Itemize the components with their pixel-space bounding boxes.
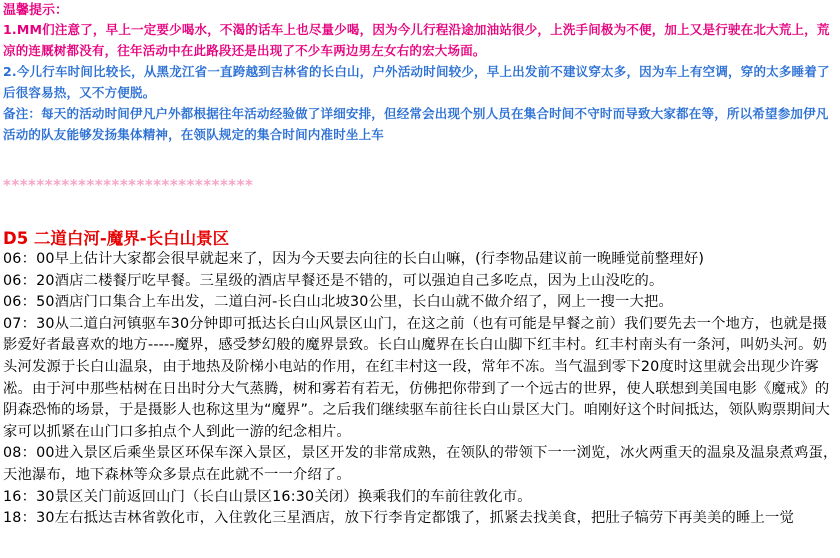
itinerary-line-0730: 07：30从二道白河镇驱车30分钟即可抵达长白山风景区山门，在这之前（也有可能是早餐之前）我们要先去一个地方，也就是摄影爱好者最喜欢的地方-----魔界，感受梦幻般的魔界景致。长白山魔界在长白山脚下红丰村。红丰村南头有一条河，叫奶头河。奶头河发源于长白山温泉，由于地热及阶梯小电站的作用，在红丰村这一段，常年不冻。当气温到零下20度时这里就会出现少许雾凇。由于河中那些枯树在日出时分大气蒸腾，树和雾若有若无，仿佛把你带到了一个远古的世界，使人联想到美国电影《魔戒》的阴森恐怖的场景，于是摄影人也称这里为“魔界”。之后我们继续驱车前往长白山景区大门。咱刚好这个时间抵达，领队购票期间大家可以抓紧在山门口多拍点个人到此一游的纪念相片。 <box>3 315 831 440</box>
day-title: D5 二道白河-魔界-长白山景区 <box>3 229 230 248</box>
itinerary-body <box>3 249 839 530</box>
notice-title: 温馨提示： <box>3 3 69 18</box>
itinerary-line-1830: 18：30左右抵达吉林省敦化市，入住敦化三星酒店，放下行李肯定都饿了，抓紧去找美食，把肚子犒劳下再美美的睡上一觉 <box>3 510 795 527</box>
itinerary-line-0650: 06：50酒店门口集合上车出发，二道白河-长白山北坡30公里，长白山就不做介绍了，网上一搜一大把。 <box>3 294 673 311</box>
notice-item-1: 1.MM们注意了，早上一定要少喝水，不渴的话车上也尽量少喝，因为今儿行程沿途加油站很少，上洗手间极为不便，加上又是行驶在北大荒上，荒凉的连厩树都没有，往年活动中在此路段还是出现了不少车两边男左女右的宏大场面。 <box>3 22 830 58</box>
itinerary-line-0620: 06：20酒店二楼餐厅吃早餐。三星级的酒店早餐还是不错的，可以强迫自己多吃点，因为上山没吃的。 <box>3 272 664 289</box>
notice-item-2: 2.今儿行车时间比较长，从黑龙江省一直跨越到吉林省的长白山，户外活动时间较少，早上出发前不建议穿太多，因为车上有空调，穿的太多睡着了后很容易热，又不方便脱。 <box>3 64 830 100</box>
itinerary-line-0600: 06：00早上估计大家都会很早就起来了，因为今天要去向往的长白山嘛，(行李物品建议前一晚睡觉前整理好) <box>3 251 705 267</box>
itinerary-line-1630: 16：30景区关门前返回山门（长白山景区16:30关闭）换乘我们的车前往敦化市。 <box>3 488 532 505</box>
notice-block <box>3 2 837 145</box>
notice-note: 备注：每天的活动时间伊凡户外都根据往年活动经验做了详细安排，但经常会出现个别人员在集合时间不守时而导致大家都在等，所以希望参加伊凡活动的队友能够发扬集体精神，在领队规定的集合时间内准时坐上车 <box>3 106 829 142</box>
itinerary-line-0800: 08：00进入景区后乘坐景区环保车深入景区，景区开发的非常成熟，在领队的带领下一一浏览，冰火两重天的温泉及温泉煮鸡蛋，天池瀑布，地下森林等众多景点在此就不一一介绍了。 <box>3 445 838 483</box>
star-divider: ****************************** <box>3 176 254 194</box>
